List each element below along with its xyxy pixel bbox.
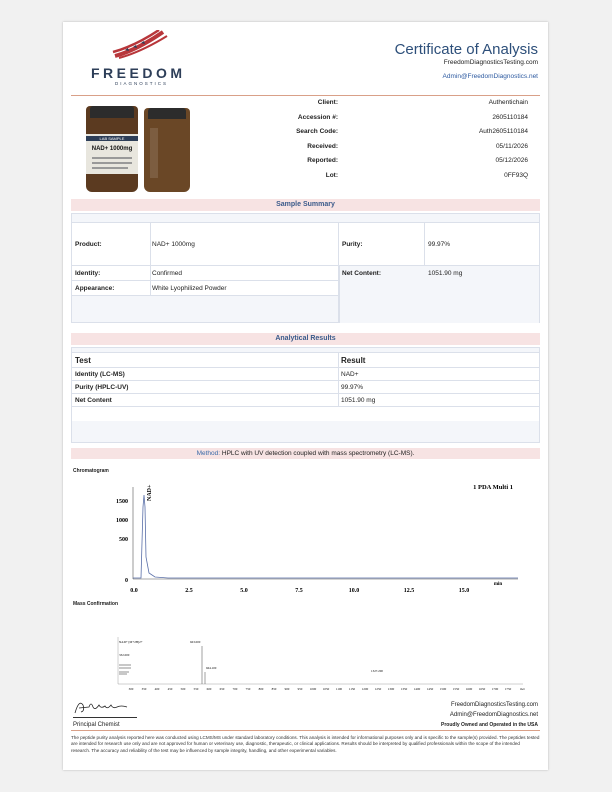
footer-email[interactable]: Admin@FreedomDiagnostics.net	[449, 712, 538, 718]
flag-swoosh-icon	[111, 30, 171, 60]
analytical-results-header: Analytical Results	[71, 333, 540, 345]
vial-front	[86, 106, 138, 192]
mass-x-tick: 900	[284, 687, 290, 691]
signature-line	[73, 717, 137, 718]
result-test-purity: Purity (HPLC-UV)	[75, 384, 129, 391]
mass-x-tick: 550	[193, 687, 199, 691]
info-label: Client:	[317, 99, 338, 106]
result-test-identity: Identity (LC-MS)	[75, 371, 125, 378]
mass-x-tick: 1250	[374, 687, 382, 691]
info-label: Received:	[307, 142, 338, 150]
chromatogram-legend: 1 PDA Multi 1	[473, 484, 513, 491]
vial-back	[144, 108, 190, 192]
mass-x-tick: 1150	[348, 687, 356, 691]
mass-annotation: 1327.200	[371, 669, 383, 673]
method-text: HPLC with UV detection coupled with mass spectrometry (LC-MS).	[221, 450, 415, 457]
info-label: Lot:	[325, 171, 338, 179]
header-website: FreedomDiagnosticsTesting.com	[443, 59, 538, 66]
info-label: Accession #:	[297, 113, 338, 121]
info-row-client	[248, 99, 528, 113]
y-tick: 500	[119, 537, 128, 543]
header-email-link[interactable]: Admin@FreedomDiagnostics.net	[442, 73, 538, 80]
result-value-purity: 99.97%	[341, 384, 364, 391]
mass-x-unit: m/z	[520, 687, 525, 691]
mass-x-tick: 1450	[426, 687, 434, 691]
footer-tagline: Proudly Owned and Operated in the USA	[441, 722, 538, 728]
mass-x-tick: 1650	[478, 687, 486, 691]
signature-title: Principal Chemist	[73, 722, 120, 728]
mass-confirmation-title: Mass Confirmation	[73, 601, 119, 607]
mass-spectrum-chart	[113, 632, 538, 692]
info-value: 2605110184	[492, 113, 528, 121]
chromatogram-title: Chromatogram	[73, 468, 109, 474]
mass-x-tick: 1400	[413, 687, 421, 691]
mass-x-tick: 650	[219, 687, 225, 691]
mass-x-tick: 1750	[504, 687, 512, 691]
y-tick: 0	[125, 578, 128, 584]
y-tick: 1500	[116, 499, 128, 505]
result-value-net-content: 1051.90 mg	[341, 397, 376, 404]
sample-summary-table	[71, 213, 540, 323]
net-content-label: Net Content:	[342, 270, 381, 277]
mass-x-tick: 1500	[439, 687, 447, 691]
info-value: 0FF93Q	[504, 171, 528, 179]
x-tick: 15.0	[458, 588, 470, 594]
info-value: Auth2605110184	[478, 128, 528, 135]
mass-x-tick: 1700	[491, 687, 499, 691]
mass-x-tick: 1600	[465, 687, 473, 691]
mass-annotation: 663.000	[190, 640, 201, 644]
sample-summary-header: Sample Summary	[71, 199, 540, 211]
mass-x-tick: 400	[154, 687, 160, 691]
x-tick: 12.5	[403, 588, 415, 594]
mass-x-tick: 600	[206, 687, 212, 691]
mass-x-tick: 350	[141, 687, 147, 691]
footer-website[interactable]: FreedomDiagnosticsTesting.com	[450, 702, 538, 708]
mass-x-tick: 1100	[335, 687, 343, 691]
info-block	[248, 99, 528, 194]
mass-x-tick: 300	[128, 687, 134, 691]
purity-value: 99.97%	[428, 241, 451, 248]
mass-x-tick: 800	[258, 687, 264, 691]
method-label: Method:	[196, 450, 221, 457]
logo-wordmark: FREEDOM	[91, 65, 186, 81]
mass-x-tick: 700	[232, 687, 238, 691]
col-result-header: Result	[341, 356, 366, 365]
product-label: Product:	[75, 241, 102, 248]
info-row-accession	[248, 114, 528, 128]
x-tick: 2.5	[185, 588, 193, 594]
product-value: NAD+ 1000mg	[152, 241, 195, 248]
disclaimer-text: The peptide purity analysis reported here was conducted using LCMS/MS under standard laboratory conditions. This analysis is intended for informational purposes only and is specific to the sample(s) provided. The peptides tested are intended for research use only and are not approved for human or veterinary use, diagnostic, therapeutic, or clinical applications. Results should be interpreted by qualified professionals within the scope of the intended research. The accuracy and reliability of the test may be influenced by sample integrity, handling, and other experimental variables.	[71, 735, 540, 753]
y-tick: 1000	[116, 518, 128, 524]
info-label: Reported:	[307, 157, 338, 164]
mass-x-tick: 1000	[309, 687, 317, 691]
col-test-header: Test	[75, 356, 91, 365]
result-value-identity: NAD+	[341, 371, 359, 378]
mass-x-tick: 1050	[322, 687, 330, 691]
info-value: Authentichain	[488, 99, 528, 106]
mass-annotation: 332.000	[119, 653, 130, 657]
x-unit: min	[493, 582, 503, 587]
mass-x-tick: 450	[167, 687, 173, 691]
signature-image	[73, 697, 133, 717]
peak-label: NAD+	[147, 484, 153, 501]
logo-subtitle: DIAGNOSTICS	[115, 81, 169, 86]
identity-value: Confirmed	[152, 270, 182, 277]
x-tick: 5.0	[240, 588, 248, 594]
mass-x-tick: 1200	[361, 687, 369, 691]
info-row-search-code	[248, 128, 528, 142]
mass-x-tick: 950	[297, 687, 303, 691]
mass-x-tick: 1550	[452, 687, 460, 691]
product-photo	[78, 102, 193, 194]
x-tick: 0.0	[130, 588, 138, 594]
vial-label-main: NAD+ 1000mg	[91, 146, 133, 152]
info-label: Search Code:	[296, 128, 338, 135]
vial-label-top: LAB SAMPLE	[86, 136, 138, 141]
mass-x-tick: 1350	[400, 687, 408, 691]
net-content-value: 1051.90 mg	[428, 270, 463, 277]
purity-label: Purity:	[342, 241, 363, 248]
page-title: Certificate of Analysis	[394, 41, 538, 58]
info-row-reported	[248, 157, 528, 171]
result-test-net-content: Net Content	[75, 397, 112, 404]
info-value: 05/11/2026	[495, 142, 528, 150]
chromatogram-chart	[93, 477, 533, 602]
header-divider	[71, 95, 540, 96]
identity-label: Identity:	[75, 270, 101, 277]
info-value: 05/12/2026	[495, 157, 528, 164]
mass-annotation: NAD+ [M+2H]2+	[119, 640, 143, 644]
mass-x-tick: 750	[245, 687, 251, 691]
method-band	[71, 448, 540, 459]
mass-annotation: 664.100	[206, 666, 217, 670]
info-row-received	[248, 143, 528, 157]
mass-x-tick: 1300	[387, 687, 395, 691]
chromatogram-trace	[133, 495, 518, 578]
x-tick: 10.0	[348, 588, 360, 594]
mass-x-tick: 500	[180, 687, 186, 691]
certificate-page	[63, 22, 548, 770]
appearance-label: Appearance:	[75, 285, 115, 292]
info-row-lot	[248, 172, 528, 186]
appearance-value: White Lyophilized Powder	[152, 285, 227, 292]
analytical-results-table	[71, 347, 540, 443]
x-tick: 7.5	[295, 588, 303, 594]
mass-x-tick: 850	[271, 687, 277, 691]
footer-divider	[71, 730, 540, 731]
